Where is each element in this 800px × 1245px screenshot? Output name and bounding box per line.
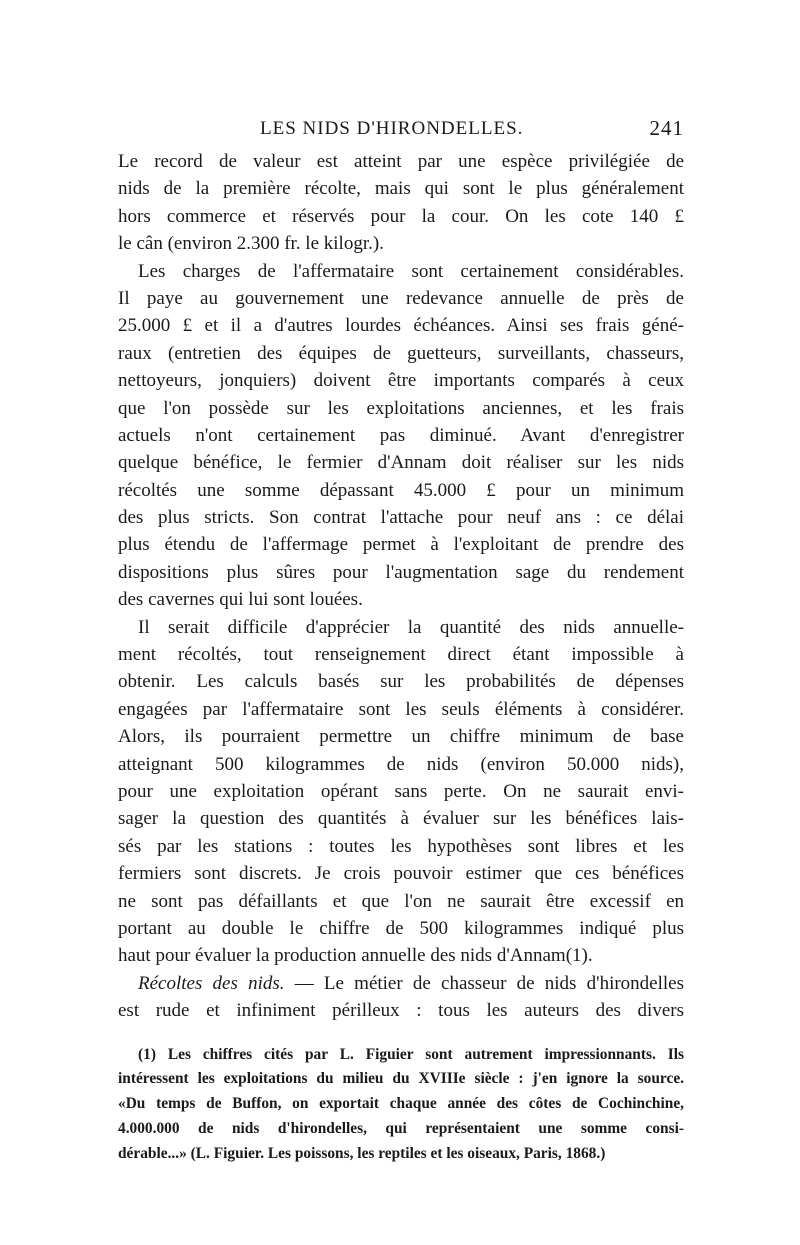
text-line: récoltés une somme dépassant 45.000 £ pour un minimum [118,479,684,501]
text-line: quelque bénéfice, le fermier d'Annam doit réaliser sur les nids [118,452,684,474]
body-text [118,148,684,1025]
text-line: des plus stricts. Son contrat l'attache pour neuf ans : ce délai [118,507,684,529]
text-line: Il serait difficile d'apprécier la quantité des nids annuelle- [138,616,684,638]
text-line: atteignant 500 kilogrammes de nids (environ 50.000 nids), [118,753,684,775]
section-heading-italic: Récoltes des nids. [138,972,285,994]
footnote-line: 4.000.000 de nids d'hirondelles, qui représentaient une somme consi- [118,1119,684,1137]
text-line: Il paye au gouvernement une redevance annuelle de près de [118,287,684,309]
text-line: obtenir. Les calculs basés sur les probabilités de dépenses [118,671,684,693]
footnote-line: dérable...» (L. Figuier. Les poissons, les reptiles et les oiseaux, Paris, 1868.) [118,1144,606,1162]
text-line: actuels n'ont certainement pas diminué. Avant d'enregistrer [118,424,684,446]
footnotes [118,1043,684,1167]
footnote-line: (1) Les chiffres cités par L. Figuier sont autrement impressionnants. Ils [138,1045,684,1063]
text-line: sés par les stations : toutes les hypothèses sont libres et les [118,835,684,857]
text-line: sager la question des quantités à évaluer sur les bénéfices lais- [118,808,684,830]
text-line: portant au double le chiffre de 500 kilogrammes indiqué plus [118,917,684,939]
text-line: fermiers sont discrets. Je crois pouvoir estimer que ces bénéfices [118,863,684,885]
text-line: des cavernes qui lui sont louées. [118,589,363,611]
text-line: hors commerce et réservés pour la cour. On les cote 140 £ [118,205,684,227]
text-line: est rude et infiniment périlleux : tous les auteurs des divers [118,1000,684,1022]
text-line: raux (entretien des équipes de guetteurs, surveillants, chasseurs, [118,342,684,364]
page-header [118,112,684,148]
section-lead-line [118,970,684,997]
text-line: que l'on possède sur les exploitations anciennes, et les frais [118,397,684,419]
section-lead-rest: — Le métier de chasseur de nids d'hirondelles [284,972,684,994]
text-line: plus étendu de l'affermage permet à l'exploitant de prendre des [118,534,684,556]
running-title: LES NIDS D'HIRONDELLES. [260,118,524,139]
text-line: engagées par l'affermataire sont les seuls éléments à considérer. [118,698,684,720]
footnote-line: intéressent les exploitations du milieu du XVIIIe siècle : j'en ignore la source. [118,1070,684,1088]
text-line: dispositions plus sûres pour l'augmentation sage du rendement [118,561,684,583]
text-line: Alors, ils pourraient permettre un chiffre minimum de base [118,726,684,748]
book-page [118,112,684,1166]
text-line: pour une exploitation opérant sans perte. On ne saurait envi- [118,780,684,802]
text-line: ment récoltés, tout renseignement direct étant impossible à [118,644,684,666]
text-line: nids de la première récolte, mais qui sont le plus généralement [118,178,684,200]
text-line: ne sont pas défaillants et que l'on ne saurait être excessif en [118,890,684,912]
text-line: 25.000 £ et il a d'autres lourdes échéances. Ainsi ses frais géné- [118,315,684,337]
text-line: Les charges de l'affermataire sont certainement considérables. [138,260,684,282]
text-line: le cân (environ 2.300 fr. le kilogr.). [118,233,384,255]
text-line: haut pour évaluer la production annuelle des nids d'Annam(1). [118,945,593,967]
footnote-line: «Du temps de Buffon, on exportait chaque année des côtes de Cochinchine, [118,1095,684,1113]
text-line: Le record de valeur est atteint par une espèce privilégiée de [118,151,684,172]
text-line: nettoyeurs, jonquiers) doivent être importants comparés à ceux [118,370,684,392]
page-number: 241 [649,116,684,140]
